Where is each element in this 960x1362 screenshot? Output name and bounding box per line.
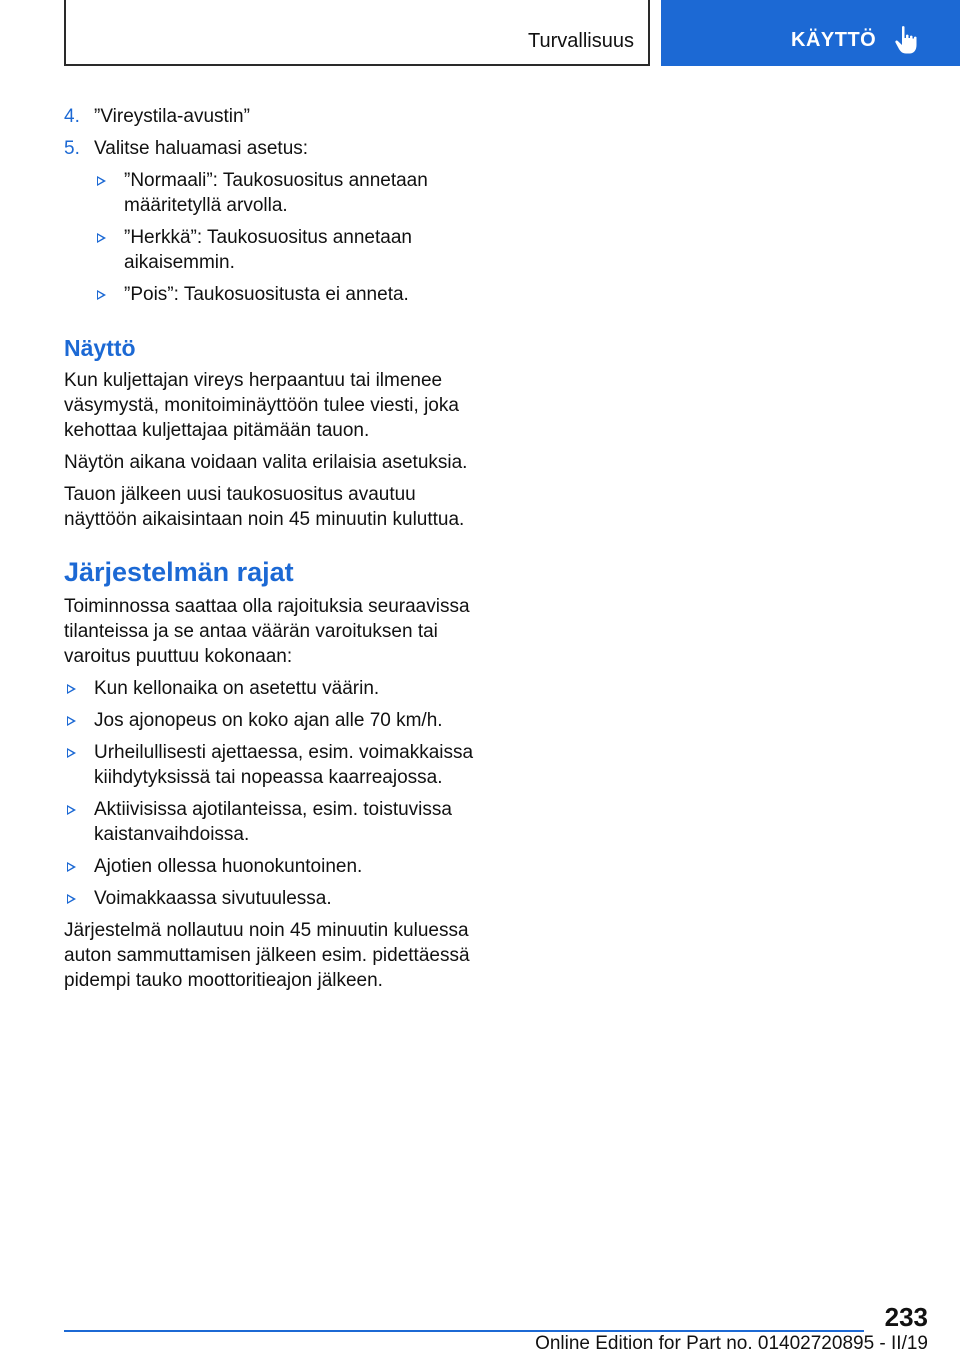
list-item-text: ”Normaali”: Taukosuositus annetaan määritetyllä arvolla. [124, 170, 428, 216]
edition-note: Online Edition for Part no. 01402720895 - II/19 [535, 1333, 928, 1354]
list-item-text: Jos ajonopeus on koko ajan alle 70 km/h. [94, 710, 443, 731]
step-text: Valitse haluamasi asetus: [94, 138, 309, 159]
list-item [64, 676, 484, 701]
paragraph: Tauon jälkeen uusi taukosuositus avautuu näyttöön aikaisintaan noin 45 minuutin kuluttua. [64, 484, 465, 530]
list-item [64, 708, 484, 733]
list-item-text: ”Herkkä”: Taukosuositus annetaan aikaisemmin. [124, 227, 412, 273]
footer-divider [64, 1330, 864, 1332]
triangle-bullet-icon [97, 290, 106, 300]
list-item [94, 168, 484, 218]
list-item [64, 886, 484, 911]
triangle-bullet-icon [97, 176, 106, 186]
limits-list [64, 676, 484, 911]
page-content [64, 104, 484, 1000]
header-section-box [64, 0, 650, 66]
page-number: 233 [884, 1302, 928, 1332]
step-number: 4. [64, 106, 80, 127]
list-item [64, 854, 484, 879]
triangle-bullet-icon [67, 894, 76, 904]
step-item [64, 136, 484, 161]
section-title: Turvallisuus [528, 30, 634, 52]
hand-pointer-icon [893, 25, 921, 55]
paragraph: Järjestelmä nollautuu noin 45 minuutin kuluessa auton sammuttamisen jälkeen esim. pidettäessä pidempi tauko moottoritieajon jälkeen. [64, 920, 470, 991]
triangle-bullet-icon [97, 233, 106, 243]
list-item-text: Voimakkaassa sivutuulessa. [94, 888, 332, 909]
limits-heading: Järjestelmän rajat [64, 557, 294, 587]
step-item [64, 104, 484, 129]
options-list [94, 168, 484, 307]
list-item [64, 740, 484, 790]
list-item-text: ”Pois”: Taukosuositusta ei anneta. [124, 284, 409, 305]
list-item [94, 225, 484, 275]
triangle-bullet-icon [67, 805, 76, 815]
list-item-text: Aktiivisissa ajotilanteissa, esim. toistuvissa kaistanvaihdoissa. [94, 799, 452, 845]
paragraph: Näytön aikana voidaan valita erilaisia asetuksia. [64, 452, 468, 473]
step-text: ”Vireystila-avustin” [94, 106, 250, 127]
header-chapter-tab[interactable] [661, 0, 960, 66]
list-item-text: Urheilullisesti ajettaessa, esim. voimakkaissa kiihdytyksissä tai nopeassa kaarreajossa. [94, 742, 474, 788]
triangle-bullet-icon [67, 716, 76, 726]
list-item [94, 282, 484, 307]
paragraph: Toiminnossa saattaa olla rajoituksia seuraavissa tilanteissa ja se antaa väärän varoituksen tai varoitus puuttuu kokonaan: [64, 596, 470, 667]
display-heading: Näyttö [64, 335, 136, 361]
list-item [64, 797, 484, 847]
paragraph: Kun kuljettajan vireys herpaantuu tai ilmenee väsymystä, monitoiminäyttöön tulee viesti, joka kehottaa kuljettajaa pitämään tauon. [64, 370, 459, 441]
list-item-text: Ajotien ollessa huonokuntoinen. [94, 856, 363, 877]
triangle-bullet-icon [67, 862, 76, 872]
step-number: 5. [64, 138, 80, 159]
triangle-bullet-icon [67, 684, 76, 694]
list-item-text: Kun kellonaika on asetettu väärin. [94, 678, 380, 699]
triangle-bullet-icon [67, 748, 76, 758]
chapter-title: KÄYTTÖ [791, 29, 877, 51]
